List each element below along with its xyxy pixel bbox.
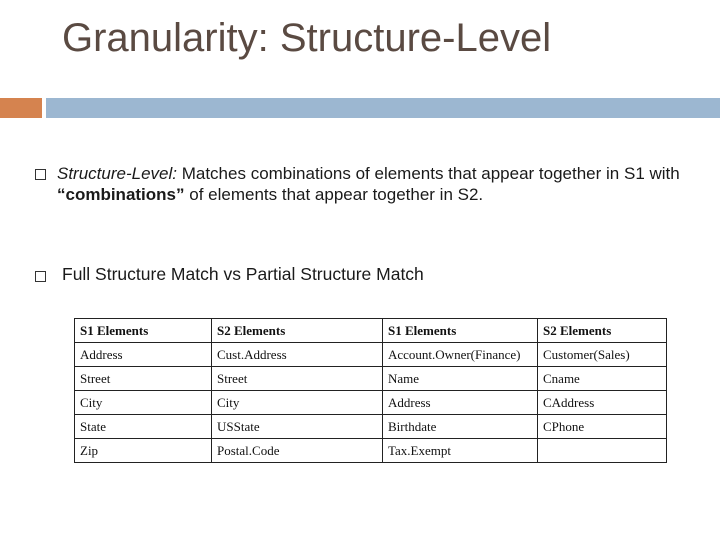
- table-row: [75, 391, 667, 415]
- element-match-table: [74, 318, 667, 463]
- bullet-text-part-b: of elements that appear together in S2.: [184, 185, 484, 204]
- table-cell: Customer(Sales): [538, 343, 667, 367]
- table-cell: Postal.Code: [212, 439, 383, 463]
- table-row: [75, 439, 667, 463]
- table-cell: Street: [212, 367, 383, 391]
- table-cell: Name: [383, 367, 538, 391]
- table-row: [75, 367, 667, 391]
- table-cell: CAddress: [538, 391, 667, 415]
- bullet-structure-level: [57, 163, 707, 205]
- table-row: [75, 343, 667, 367]
- table-row: [75, 415, 667, 439]
- table-cell: Street: [75, 367, 212, 391]
- header-rule-bar: [46, 98, 720, 118]
- table-cell: USState: [212, 415, 383, 439]
- term-structure-level: Structure-Level:: [57, 164, 177, 183]
- table-cell: Tax.Exempt: [383, 439, 538, 463]
- table-header-cell: S2 Elements: [212, 319, 383, 343]
- table-header-cell: S2 Elements: [538, 319, 667, 343]
- bullet-square-icon: [35, 271, 46, 282]
- table-cell: Account.Owner(Finance): [383, 343, 538, 367]
- table-cell: CPhone: [538, 415, 667, 439]
- table-cell: City: [212, 391, 383, 415]
- table-header-cell: S1 Elements: [75, 319, 212, 343]
- table-cell: Zip: [75, 439, 212, 463]
- table-cell: Birthdate: [383, 415, 538, 439]
- slide-title: Granularity: Structure-Level: [62, 16, 552, 60]
- table-cell: Address: [383, 391, 538, 415]
- table-header-row: [75, 319, 667, 343]
- table-cell: [538, 439, 667, 463]
- table-cell: State: [75, 415, 212, 439]
- emphasis-combinations: “combinations”: [57, 185, 185, 204]
- bullet-full-vs-partial: Full Structure Match vs Partial Structure Match: [62, 264, 424, 284]
- table-cell: City: [75, 391, 212, 415]
- table-cell: Address: [75, 343, 212, 367]
- table-cell: Cname: [538, 367, 667, 391]
- bullet-square-icon: [35, 169, 46, 180]
- table-cell: Cust.Address: [212, 343, 383, 367]
- bullet-text-part-a: Matches combinations of elements that appear together in S1 with: [177, 164, 680, 183]
- accent-bar: [0, 98, 42, 118]
- table-header-cell: S1 Elements: [383, 319, 538, 343]
